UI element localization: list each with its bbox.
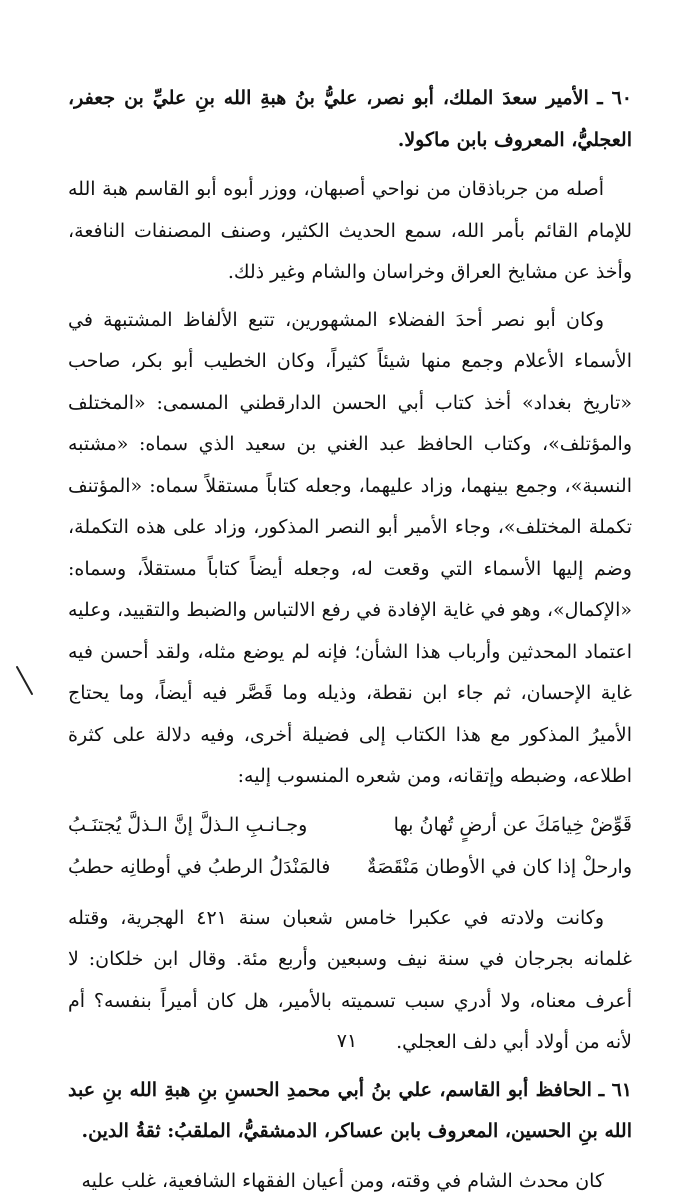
margin-pencil-mark-icon [14,664,36,698]
paragraph-birth-death: وكانت ولادته في عكبرا خامس شعبان سنة ٤٢١ الهجرية، وقتله غلمانه بجرجان في سنة نيف وسبعين وأربع مئة. وقال ابن خلكان: لا أعرف معناه، ولا أدري سبب تسميته بالأمير، هل كان أميراً بنفسه؟ أم لأنه من أولاد أبي دلف العجلي. [68,898,632,1064]
verse-first-hemistich: وارحلْ إذا كان في الأوطان مَنْقَصَةٌ [367,846,632,888]
entry-number: ٦٠ ـ [597,87,632,109]
poem-verse [68,804,632,846]
paragraph-ibn-asakir: كان محدث الشام في وقته، ومن أعيان الفقهاء الشافعية، غلب عليه [68,1161,632,1202]
verse-second-hemistich: فالمَنْدَلُ الرطبُ في أوطانِه حطبُ [68,846,330,888]
entry-number: ٦١ ـ [599,1079,632,1101]
paragraph-works: وكان أبو نصر أحدَ الفضلاء المشهورين، تتبع الألفاظ المشتبهة في الأسماء الأعلام وجمع منها شيئاً كثيراً، وكان الخطيب أبو بكر، صاحب «تاريخ بغداد» أخذ كتاب أبي الحسن الدارقطني المسمى: «المختلف والمؤتلف»، وكتاب الحافظ عبد الغني بن سعيد الذي سماه: «مشتبه النسبة»، وجمع بينهما، وزاد عليهما، وجعله كتاباً مستقلاً سماه: «المؤتنف تكملة المختلف»، وجاء الأمير أبو النصر المذكور، وزاد على هذه التكملة، وضم إليها الأسماء التي وقعت له، وجعله أيضاً كتاباً مستقلاً، وسماه: «الإكمال»، وهو في غاية الإفادة في رفع الالتباس والضبط والتقييد، وعليه اعتماد المحدثين وأرباب هذا الشأن؛ فإنه لم يوضع مثله، ولقد أحسن فيه غاية الإحسان، ثم جاء ابن نقطة، وذيله وما قَصَّر فيه أيضاً، وما يحتاج الأميرُ المذكور مع هذا الكتاب إلى فضيلة أخرى، وفيه دلالة على كثرة اطلاعه، وضبطه وإتقانه، ومن شعره المنسوب إليه: [68,300,632,798]
verse-first-hemistich: قَوِّضْ خِيامَكَ عن أرضٍ تُهانُ بها [394,804,632,846]
poem [68,804,632,888]
entry-title: الأمير سعدَ الملك، أبو نصر، عليُّ بنُ هبةِ الله بنِ عليِّ بن جعفر، العجليُّ، المعروف بابن ماكولا. [68,87,632,151]
entry-60-heading [68,78,632,161]
page-number: ٧١ [0,1030,694,1052]
paragraph-origin: أصله من جرباذقان من نواحي أصبهان، ووزر أبوه أبو القاسم هبة الله للإمام القائم بأمر الله، سمع الحديث الكثير، وصنف المصنفات النافعة، وأخذ عن مشايخ العراق وخراسان والشام وغير ذلك. [68,169,632,294]
verse-second-hemistich: وجـانـبِ الـذلَّ إنَّ الـذلَّ يُجتنَـبُ [68,804,307,846]
poem-verse [68,846,632,888]
entry-title: الحافظ أبو القاسم، علي بنُ أبي محمدِ الحسنِ بنِ هبةِ الله بنِ عبد الله بنِ الحسين، المعروف بابن عساكر، الدمشقيُّ، الملقبُ: ثقةُ الدين. [68,1079,632,1143]
entry-61-heading [68,1070,632,1153]
